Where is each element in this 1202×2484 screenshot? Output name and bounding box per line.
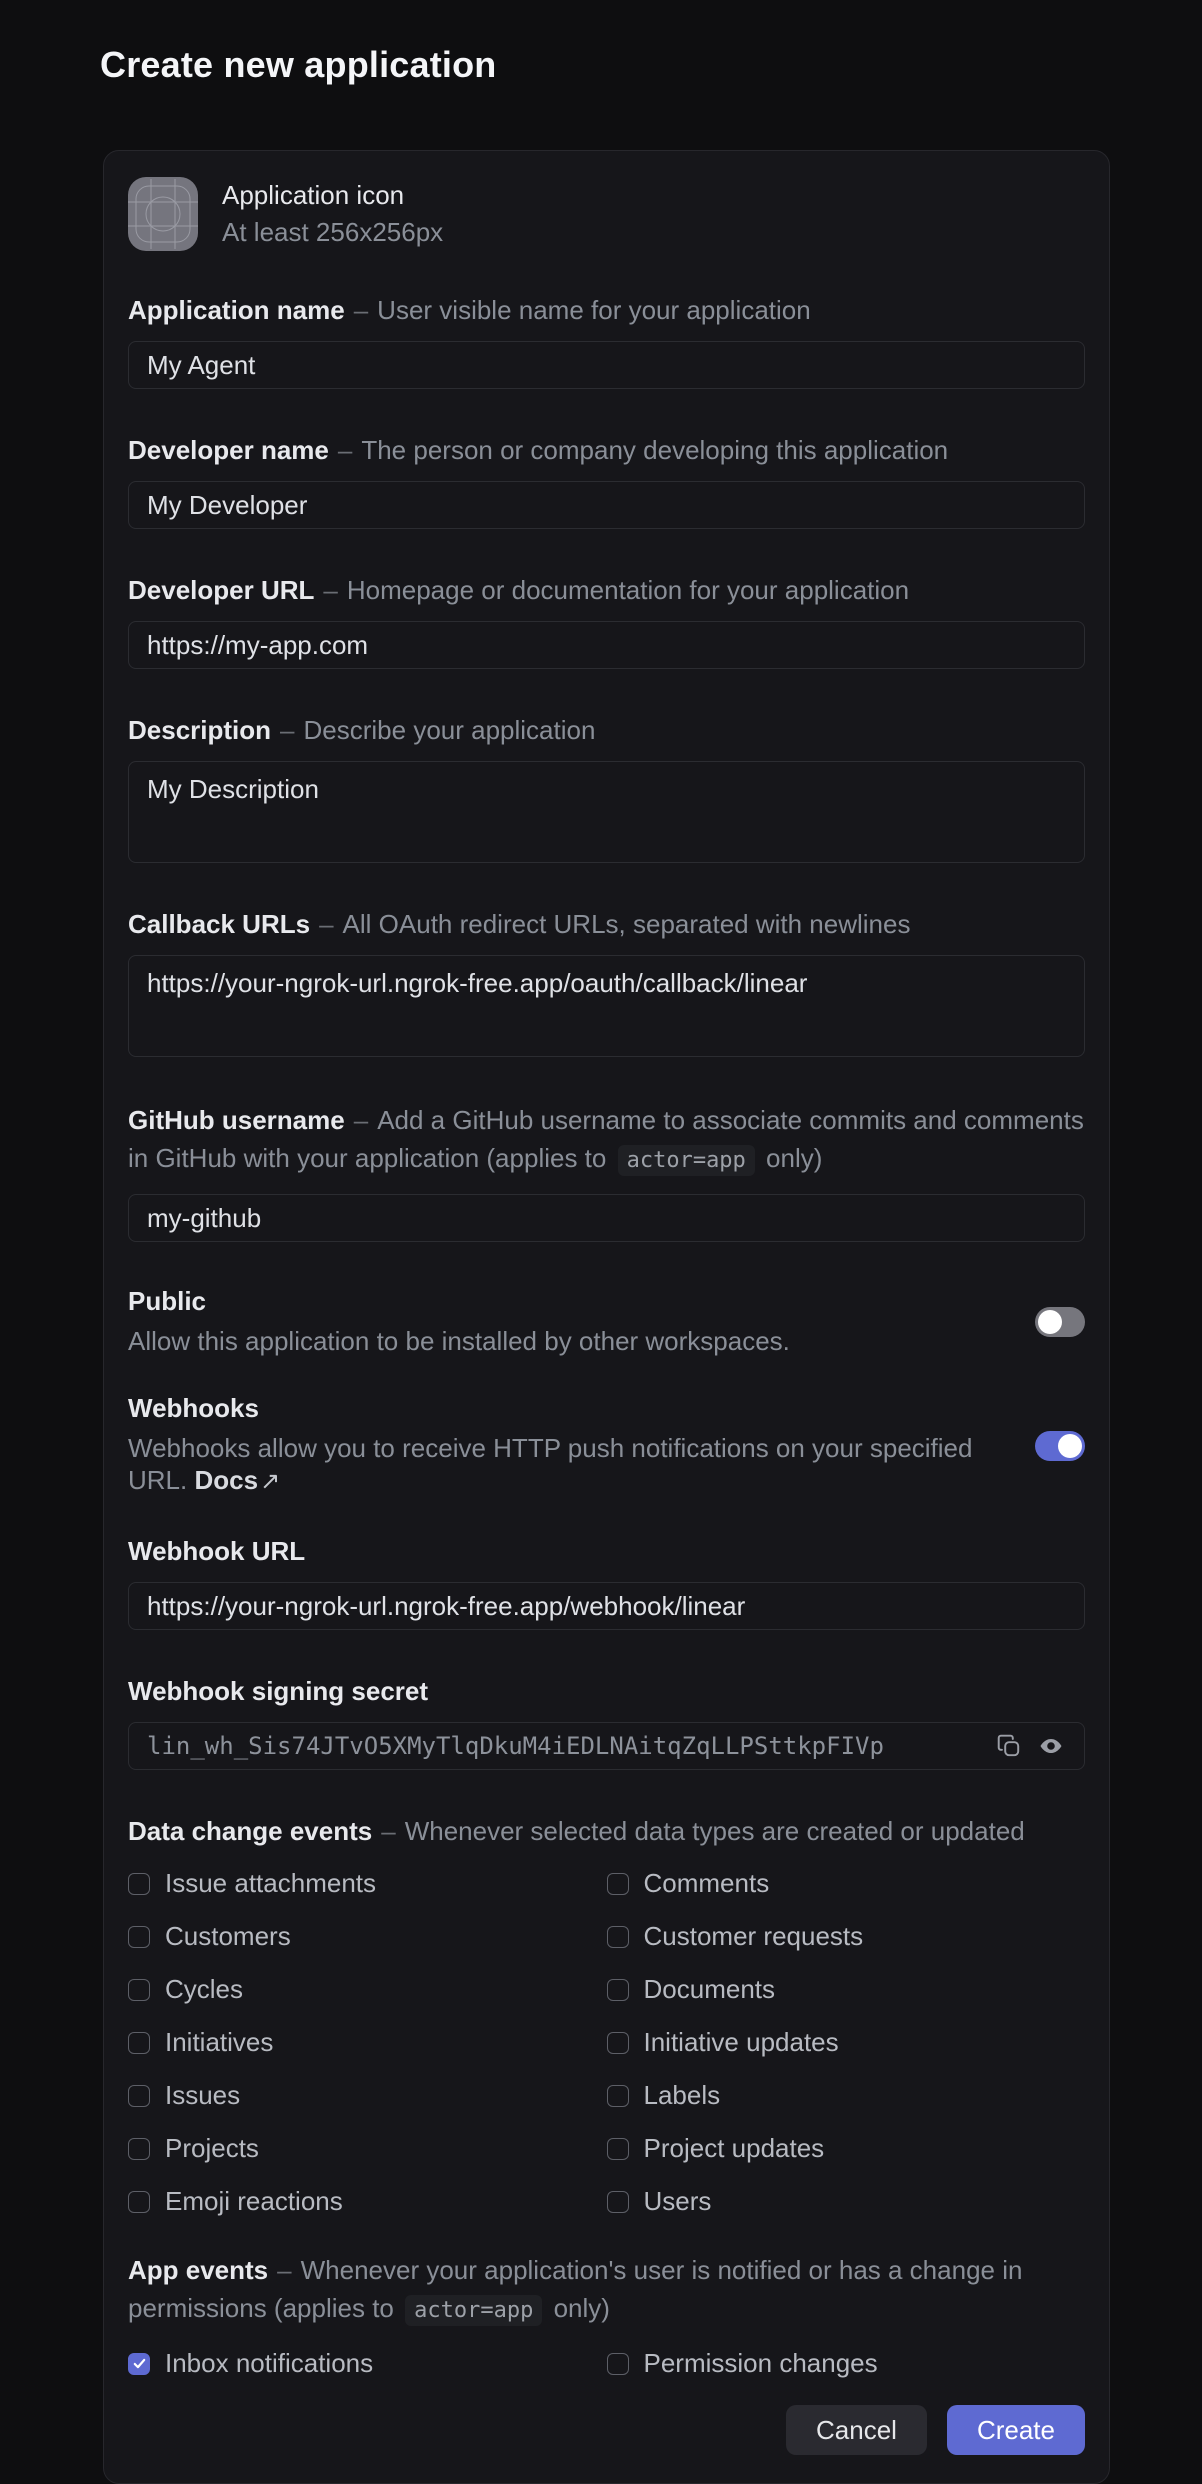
- checkbox-label: Initiatives: [165, 2027, 274, 2057]
- checkbox[interactable]: [607, 2191, 629, 2213]
- checkbox-label: Users: [643, 2186, 712, 2216]
- checkbox-label: Inbox notifications: [165, 2348, 374, 2378]
- data-change-events-description: Whenever selected data types are created or updated: [404, 1816, 1025, 1846]
- description-textarea[interactable]: [128, 761, 1085, 863]
- field-developer-url: [128, 573, 1085, 669]
- app-events-grid: [128, 2348, 1085, 2379]
- checkbox[interactable]: [607, 2138, 629, 2160]
- checkbox-label: Customer requests: [643, 1921, 864, 1951]
- create-application-page: [0, 44, 1202, 2484]
- page-title: Create new application: [100, 44, 497, 85]
- field-application-name: [128, 293, 1085, 389]
- webhook-secret-field: [128, 1722, 1085, 1770]
- webhooks-toggle[interactable]: [1035, 1431, 1085, 1461]
- webhooks-description: Webhooks allow you to receive HTTP push notifications on your specified URL.: [128, 1433, 973, 1495]
- icon-grid-placeholder-icon: [128, 177, 198, 251]
- checkbox[interactable]: [128, 1926, 150, 1948]
- checkbox-label: Issue attachments: [165, 1868, 376, 1898]
- checkbox[interactable]: [128, 1979, 150, 2001]
- checkbox-item[interactable]: [607, 2027, 1086, 2058]
- checkbox-label: Emoji reactions: [165, 2186, 343, 2216]
- checkbox-item[interactable]: [607, 2186, 1086, 2217]
- webhook-secret-value: lin_wh_Sis74JTvO5XMyTlqDkuM4iEDLNAitqZqLLPSttkpFIVp: [147, 1732, 884, 1760]
- icon-section-subtitle: At least 256x256px: [222, 217, 444, 247]
- actor-app-code-chip: actor=app: [618, 1145, 755, 1176]
- field-description: [128, 713, 1085, 863]
- label-separator: –: [337, 435, 353, 465]
- create-button[interactable]: Create: [947, 2405, 1085, 2455]
- label-separator: –: [353, 1105, 369, 1135]
- github-username-description: Add a GitHub username to associate commits and comments in GitHub with your application (applies to: [128, 1105, 1084, 1173]
- application-name-input[interactable]: [128, 341, 1085, 389]
- developer-url-label: Developer URL: [128, 575, 315, 605]
- checkbox[interactable]: [607, 1979, 629, 2001]
- checkbox-item[interactable]: [607, 1868, 1086, 1899]
- checkbox[interactable]: [128, 1873, 150, 1895]
- label-separator: –: [280, 715, 295, 745]
- developer-name-label: Developer name: [128, 435, 329, 465]
- checkbox-label: Project updates: [643, 2133, 825, 2163]
- label-separator: –: [353, 295, 369, 325]
- checkbox[interactable]: [607, 2032, 629, 2054]
- app-events-description-end: only): [553, 2293, 610, 2323]
- checkmark-icon: [132, 2356, 147, 2371]
- developer-name-input[interactable]: [128, 481, 1085, 529]
- checkbox[interactable]: [128, 2353, 150, 2375]
- description-label: Description: [128, 715, 272, 745]
- developer-url-description: Homepage or documentation for your application: [346, 575, 910, 605]
- callback-urls-description: All OAuth redirect URLs, separated with newlines: [342, 909, 911, 939]
- application-name-description: User visible name for your application: [377, 295, 811, 325]
- checkbox[interactable]: [607, 1926, 629, 1948]
- developer-name-description: The person or company developing this application: [361, 435, 949, 465]
- checkbox-label: Comments: [643, 1868, 770, 1898]
- data-change-events-label: Data change events: [128, 1816, 373, 1846]
- app-events-section: [128, 2251, 1085, 2379]
- webhook-url-label: Webhook URL: [128, 1536, 306, 1566]
- field-callback-urls: [128, 907, 1085, 1057]
- developer-url-input[interactable]: [128, 621, 1085, 669]
- webhook-url-input[interactable]: [128, 1582, 1085, 1630]
- application-form-card: [103, 150, 1110, 2484]
- external-link-icon: ↗: [260, 1468, 281, 1495]
- data-change-events-section: [128, 1814, 1085, 2217]
- eye-icon[interactable]: [1034, 1729, 1068, 1763]
- checkbox-label: Issues: [165, 2080, 241, 2110]
- description-description: Describe your application: [303, 715, 596, 745]
- checkbox-item[interactable]: [607, 2348, 1086, 2379]
- checkbox-label: Documents: [643, 1974, 775, 2004]
- data-change-events-grid: [128, 1868, 1085, 2217]
- checkbox-item[interactable]: [128, 1974, 607, 2005]
- label-separator: –: [381, 1816, 396, 1846]
- checkbox-item[interactable]: [128, 2027, 607, 2058]
- app-events-description: Whenever your application's user is notified or has a change in permissions (applies to: [128, 2255, 1023, 2323]
- checkbox[interactable]: [607, 2085, 629, 2107]
- checkbox-item[interactable]: [607, 1974, 1086, 2005]
- checkbox-item[interactable]: [128, 2133, 607, 2164]
- checkbox[interactable]: [128, 2032, 150, 2054]
- toggle-knob: [1038, 1310, 1062, 1334]
- field-webhook-secret: [128, 1674, 1085, 1770]
- public-description: Allow this application to be installed by other workspaces.: [128, 1326, 790, 1356]
- callback-urls-textarea[interactable]: [128, 955, 1085, 1057]
- checkbox-item[interactable]: [607, 1921, 1086, 1952]
- checkbox[interactable]: [128, 2138, 150, 2160]
- github-username-input[interactable]: [128, 1194, 1085, 1242]
- field-github-username: [128, 1101, 1085, 1242]
- copy-icon[interactable]: [992, 1729, 1026, 1763]
- checkbox-item[interactable]: [128, 1868, 607, 1899]
- icon-section-title: Application icon: [222, 180, 405, 210]
- checkbox[interactable]: [128, 2085, 150, 2107]
- public-label: Public: [128, 1286, 207, 1316]
- webhook-secret-label: Webhook signing secret: [128, 1676, 429, 1706]
- checkbox-label: Permission changes: [643, 2348, 878, 2378]
- checkbox-item[interactable]: [128, 2080, 607, 2111]
- checkbox-item[interactable]: [607, 2133, 1086, 2164]
- label-separator: –: [319, 909, 334, 939]
- public-toggle[interactable]: [1035, 1307, 1085, 1337]
- checkbox-label: Labels: [643, 2080, 721, 2110]
- field-developer-name: [128, 433, 1085, 529]
- checkbox-item[interactable]: [128, 2186, 607, 2217]
- app-events-label: App events: [128, 2255, 269, 2285]
- application-name-label: Application name: [128, 295, 345, 325]
- checkbox-item[interactable]: [128, 1921, 607, 1952]
- field-webhook-url: [128, 1534, 1085, 1630]
- github-username-label: GitHub username: [128, 1105, 345, 1135]
- checkbox-item[interactable]: [607, 2080, 1086, 2111]
- webhooks-section: [128, 1393, 1085, 1498]
- form-footer: [128, 2405, 1085, 2455]
- cancel-button[interactable]: Cancel: [786, 2405, 927, 2455]
- actor-app-code-chip: actor=app: [405, 2295, 542, 2326]
- toggle-knob: [1058, 1434, 1082, 1458]
- callback-urls-label: Callback URLs: [128, 909, 311, 939]
- application-icon-section: [128, 177, 1085, 251]
- application-icon-upload[interactable]: [128, 177, 198, 251]
- checkbox[interactable]: [128, 2191, 150, 2213]
- webhooks-label: Webhooks: [128, 1393, 259, 1423]
- checkbox[interactable]: [607, 1873, 629, 1895]
- label-separator: –: [277, 2255, 292, 2285]
- checkbox-item[interactable]: [128, 2348, 607, 2379]
- checkbox-label: Cycles: [165, 1974, 244, 2004]
- checkbox-label: Initiative updates: [643, 2027, 839, 2057]
- checkbox-label: Projects: [165, 2133, 259, 2163]
- label-separator: –: [323, 575, 338, 605]
- docs-link[interactable]: Docs↗: [194, 1465, 281, 1495]
- public-section: [128, 1286, 1085, 1357]
- checkbox[interactable]: [607, 2353, 629, 2375]
- github-username-description-end: only): [766, 1143, 823, 1173]
- checkbox-label: Customers: [165, 1921, 291, 1951]
